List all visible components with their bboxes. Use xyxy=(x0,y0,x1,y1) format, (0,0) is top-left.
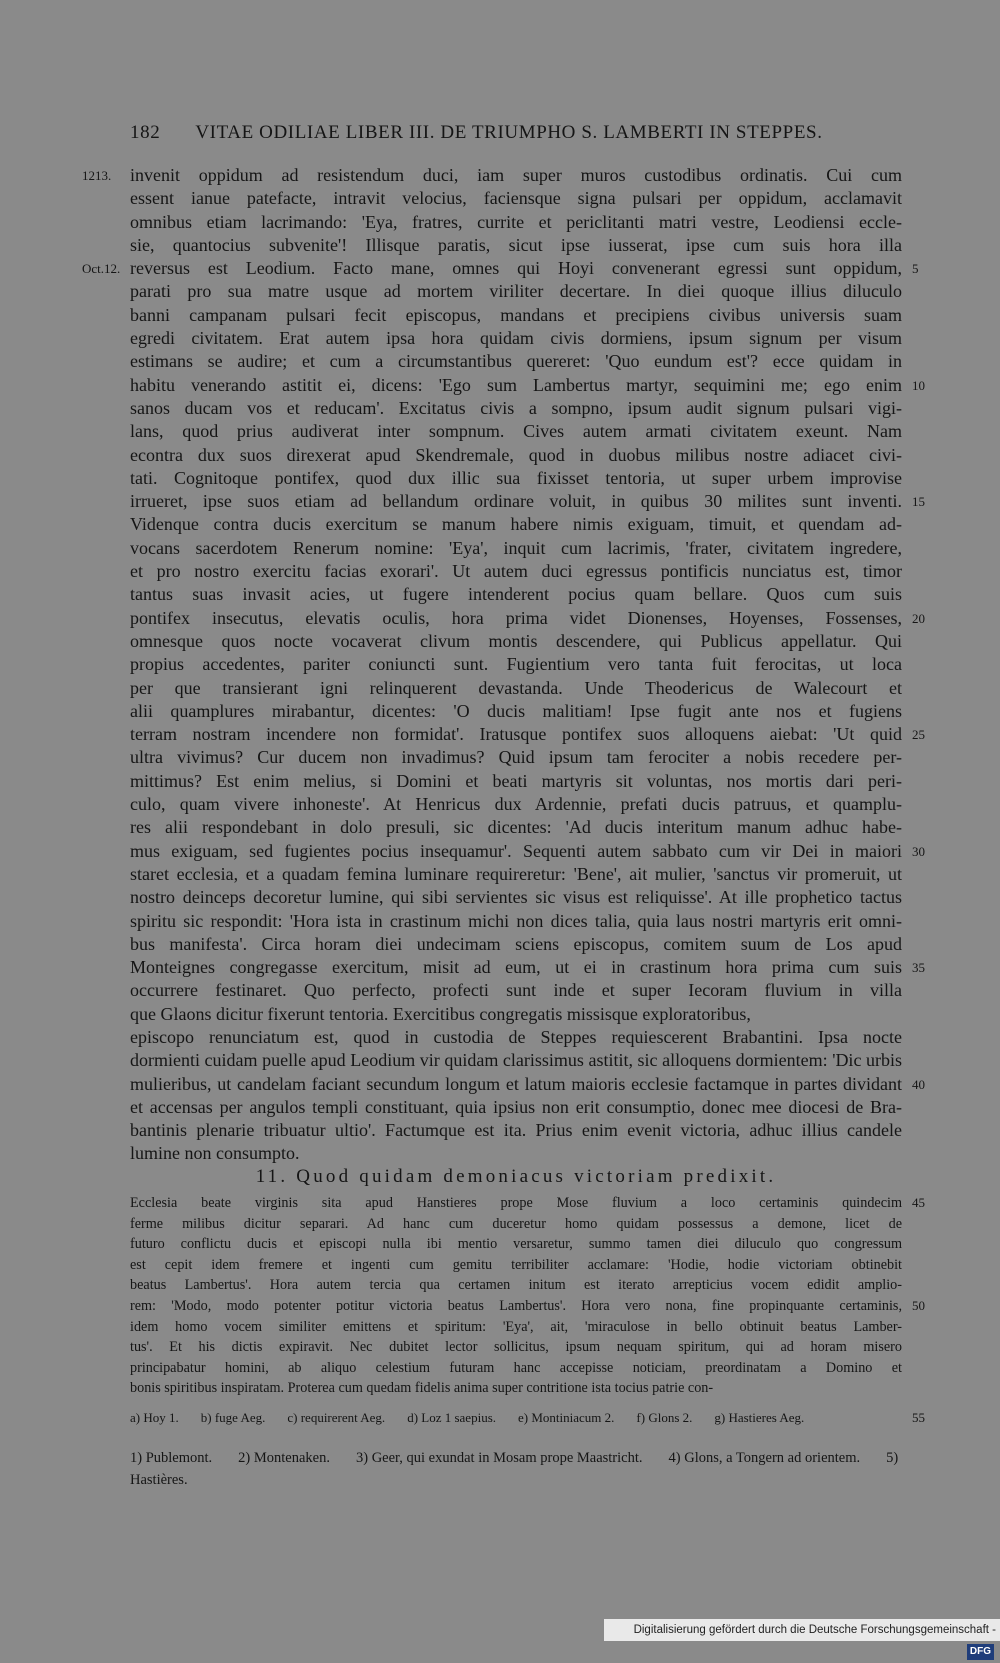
line-text: principabatur homini, ab aliquo celestium futuram hanc accepisse noticiam, preordinatam a Domino et xyxy=(130,1359,902,1376)
page-number: 182 xyxy=(130,122,161,143)
text-line xyxy=(0,723,1000,746)
line-number: 20 xyxy=(912,610,925,626)
text-line xyxy=(0,1096,1000,1119)
line-text: dormienti cuidam puelle apud Leodium vir quidam clarissimus astitit, sic alloquens dormientem: 'Dic urbis xyxy=(130,1050,902,1071)
text-line xyxy=(0,1142,1000,1165)
line-text: mulieribus, ut candelam faciant secundum longum et latum maioris ecclesie factamque in partes dividant xyxy=(130,1073,902,1094)
text-line xyxy=(0,1337,1000,1358)
text-line xyxy=(0,979,1000,1002)
text-line xyxy=(0,304,1000,327)
main-text xyxy=(0,164,1000,1166)
line-text: staret ecclesia, et a quadam femina luminare requireretur: 'Bene', ait mulier, 'sanctus vir promeruit, ut xyxy=(130,863,902,884)
running-title: VITAE ODILIAE LIBER III. DE TRIUMPHO S. LAMBERTI IN STEPPES. xyxy=(195,122,823,143)
line-text: tus'. Et his dictis expiravit. Nec dubitet lector sollicitus, ipsum nequam spiritum, qui ad horam misero xyxy=(130,1339,902,1356)
line-text: tati. Cognitoque pontifex, quod dux illic sua fixisset tentoria, ut super urbem improvise xyxy=(130,467,902,488)
dfg-logo: DFG xyxy=(967,1644,994,1660)
line-text: idem homo vocem similiter emittens et spiritum: 'Eya', ait, 'miraculose in bello obtinuit beatus Lamber- xyxy=(130,1318,902,1335)
text-line xyxy=(0,746,1000,769)
line-text: estimans se audire; et cum a circumstantibus quereret: 'Quo eundum est'? ecce quidam in xyxy=(130,351,902,372)
banner-text: Digitalisierung gefördert durch die Deutsche Forschungsgemeinschaft - xyxy=(633,1624,996,1636)
line-text: tantus suas invasit acies, ut fugere intenderent pocius quam bellare. Quos cum suis xyxy=(130,584,902,605)
text-line xyxy=(0,1275,1000,1296)
line-text: pontifex insecutus, elevatis oculis, hora prima videt Dionenses, Hoyenses, Fossenses, xyxy=(130,607,902,628)
line-text: omnibus etiam lacrimando: 'Eya, fratres, currite et periclitanti matri vestre, Leodiensi eccle- xyxy=(130,211,902,232)
text-line xyxy=(0,513,1000,536)
line-text: nostro deinceps decoretur lumine, qui sibi servientes sic visus est reliquisse'. At ille prophetico tactus xyxy=(130,887,902,908)
footnote: 1) Publemont. xyxy=(130,1450,213,1466)
line-number: 45 xyxy=(912,1195,925,1210)
variant-note: g) Hastieres Aeg. xyxy=(714,1410,805,1425)
text-line xyxy=(0,630,1000,653)
line-text: et accensas per angulos templi constituant, quia ipsius non erit consumptio, donec mee diocesi de Bra- xyxy=(130,1096,902,1117)
line-number: 40 xyxy=(912,1076,925,1092)
text-line xyxy=(0,886,1000,909)
section-text xyxy=(0,1193,1000,1399)
text-line xyxy=(0,1378,1000,1399)
text-line xyxy=(0,1234,1000,1255)
dfg-banner[interactable] xyxy=(604,1619,1000,1657)
line-text: per que transierant igni relinquerent devastanda. Unde Theodericus de Walecourt et xyxy=(130,677,902,698)
line-text: Monteignes congregasse exercitum, misit ad eum, ut ei in crastinum hora prima cum suis xyxy=(130,957,902,978)
text-line xyxy=(0,187,1000,210)
text-line xyxy=(0,677,1000,700)
text-line xyxy=(0,816,1000,839)
line-text: Videnque contra ducis exercitum se manum habere nimis exiguam, timuit, et quendam ad- xyxy=(130,514,902,535)
footnotes xyxy=(130,1447,902,1491)
text-line xyxy=(0,607,1000,630)
running-head xyxy=(130,122,840,144)
line-number: 5 xyxy=(912,261,919,277)
line-text: omnesque quos nocte vocaverat clivum montis descendere, qui Publicus appellatur. Qui xyxy=(130,630,902,651)
text-line xyxy=(0,211,1000,234)
text-line xyxy=(0,444,1000,467)
text-line xyxy=(0,374,1000,397)
line-number: 30 xyxy=(912,843,925,859)
text-line xyxy=(0,537,1000,560)
text-line xyxy=(0,770,1000,793)
text-line xyxy=(0,280,1000,303)
variant-note: a) Hoy 1. xyxy=(130,1410,179,1425)
text-line xyxy=(0,1296,1000,1317)
line-text: ferme milibus dicitur separari. Ad hanc cum duceretur homo quidam possessus a demone, licet de xyxy=(130,1215,902,1232)
variant-note: e) Montiniacum 2. xyxy=(518,1410,615,1425)
text-line xyxy=(0,1073,1000,1096)
text-line xyxy=(0,1358,1000,1379)
text-line xyxy=(0,420,1000,443)
line-text: terram nostram incendere non formidat'. Iratusque pontifex suos alloquens aiebat: 'Ut quid xyxy=(130,724,902,745)
line-text: beatus Lambertus'. Hora autem tercia qua certamen initum est iterato arrepticius vocem edidit amplio- xyxy=(130,1277,902,1294)
text-line xyxy=(0,933,1000,956)
margin-note: Oct.12. xyxy=(82,261,121,277)
line-text: res alii respondebant in dolo presuli, sic dicentes: 'Ad ducis interitum manum adhuc habe- xyxy=(130,817,902,838)
section-title: 11. Quod quidam demoniacus victoriam predixit. xyxy=(255,1166,777,1187)
line-text: propius accedentes, pariter coniuncti sunt. Fugientium vero tanta fuit ferocitas, ut loca xyxy=(130,654,902,675)
line-text: reversus est Leodium. Facto mane, omnes qui Hoyi convenerant egressi sunt oppidum, xyxy=(130,258,902,279)
line-text: bus manifesta'. Circa horam diei undecimam sciens episcopus, comitem suum de Los apud xyxy=(130,933,902,954)
footnote: 4) Glons, a Tongern ad orientem. xyxy=(668,1450,861,1466)
line-text: bantinis plenarie tribuatur ultio'. Factumque est ita. Prius enim evenit victoria, adhuc illius candele xyxy=(130,1120,902,1141)
text-line xyxy=(0,1003,1000,1026)
line-text: econtra dux suos direxerat apud Skendremale, quod in duobus milibus nostre adiacet civi- xyxy=(130,444,902,465)
line-text: alii quamplures mirabantur, dicentes: 'O ducis malitiam! Ipse fugit ante nos et fugiens xyxy=(130,700,902,721)
variant-note: f) Glons 2. xyxy=(636,1410,693,1425)
text-line xyxy=(0,350,1000,373)
variant-note: c) requirerent Aeg. xyxy=(287,1410,386,1425)
line-text: essent ianue patefacte, intravit velocius, faciensque signa pulsari per oppidum, acclamavit xyxy=(130,188,902,209)
text-line xyxy=(0,583,1000,606)
line-text: que Glaons dicitur fixerunt tentoria. Exercitibus congregatis missisque exploratoribus, xyxy=(130,1003,751,1024)
line-text: invenit oppidum ad resistendum duci, iam super muros custodibus ordinatis. Cui cum xyxy=(130,165,902,185)
line-number: 15 xyxy=(912,494,925,510)
text-line xyxy=(0,1193,1000,1214)
text-line xyxy=(0,1255,1000,1276)
text-line xyxy=(0,700,1000,723)
line-text: et pro nostro exercitu facias exorari'. Ut autem duci egressus pontificis nunciatus est, timor xyxy=(130,561,902,582)
line-text: habitu venerando astitit ei, dicens: 'Ego sum Lambertus martyr, sequimini me; ego enim xyxy=(130,374,902,395)
text-line xyxy=(0,397,1000,420)
text-line xyxy=(0,840,1000,863)
line-text: lans, quod prius audiverat inter sompnum. Cives autem armati civitatem exeunt. Nam xyxy=(130,421,902,442)
text-line xyxy=(0,910,1000,933)
line-text: rem: 'Modo, modo potenter potitur victoria beatus Lambertus'. Hora vero nona, fine propinquante certaminis, xyxy=(130,1297,902,1314)
footnote: 2) Montenaken. xyxy=(238,1450,330,1466)
line-text: spiritu sic respondit: 'Hora ista in crastinum michi non dices talia, quia laus nostri martyris erit omni- xyxy=(130,910,902,931)
text-line xyxy=(0,1214,1000,1235)
line-text: vocans sacerdotem Renerum nomine: 'Eya', inquit cum lacrimis, 'frater, civitatem ingredere, xyxy=(130,537,902,558)
line-text: egredi civitatem. Erat autem ipsa hora quidam civis dormiens, ipsum signum per visum xyxy=(130,328,902,349)
line-text: ultra vivimus? Cur ducem non invadimus? Quid ipsum tam ferociter a nobis recedere per- xyxy=(130,747,902,768)
text-line xyxy=(0,863,1000,886)
line-number: 25 xyxy=(912,727,925,743)
line-text: irrueret, ipse suos etiam ad bellandum ordinare voluit, in quibus 30 milites sunt inventi. xyxy=(130,491,902,512)
variant-notes xyxy=(130,1410,925,1426)
line-text: bonis spiritibus inspiratam. Proterea cum quedam fidelis anima super contritione ista tocius patrie con- xyxy=(130,1380,714,1397)
footnote: 5) Hastières. xyxy=(130,1450,899,1488)
line-text: futuro conflictu ducis et episcopi nulla ibi mentio versaretur, summo tamen diei diluculo quo congressum xyxy=(130,1236,902,1253)
line-text: parati pro sua matre usque ad mortem viriliter decertare. In diei quoque illius diluculo xyxy=(130,281,902,302)
margin-note: 1213. xyxy=(82,168,112,183)
text-line xyxy=(0,164,1000,187)
variant-note: d) Loz 1 saepius. xyxy=(407,1410,496,1425)
text-line xyxy=(0,490,1000,513)
text-line xyxy=(0,467,1000,490)
line-number: 35 xyxy=(912,960,925,976)
line-text: mittimus? Est enim melius, si Domini et beati martyris sit voluntas, nos mortis dari peri- xyxy=(130,770,902,791)
line-text: occurrere festinaret. Quo perfecto, profecti sunt inde et super Iecoram fluvium in villa xyxy=(130,980,902,1001)
line-number: 50 xyxy=(912,1297,925,1313)
text-line xyxy=(0,1026,1000,1049)
text-line xyxy=(0,956,1000,979)
line-text: banni campanam pulsari fecit episcopus, mandans et precipiens civibus universis suam xyxy=(130,304,902,325)
line-text: lumine non consumpto. xyxy=(130,1143,300,1164)
text-line xyxy=(0,560,1000,583)
line-text: mus exiguam, sed fugientes pocius insequamur'. Sequenti autem sabbato cum vir Dei in maiori xyxy=(130,840,902,861)
line-text: est cepit idem fremere et ingenti cum gemitu terribiliter acclamare: 'Hodie, hodie victoriam obtinebit xyxy=(130,1256,902,1273)
line-text: episcopo renunciatum est, quod in custodia de Steppes requiescerent Brabantini. Ipsa nocte xyxy=(130,1026,902,1047)
text-line xyxy=(0,793,1000,816)
text-line xyxy=(0,1317,1000,1338)
text-line xyxy=(0,327,1000,350)
line-text: sie, quantocius subvenite'! Illisque paratis, sicut ipse iusserat, ipse cum suis hora illa xyxy=(130,234,902,255)
text-line xyxy=(0,257,1000,280)
footnote: 3) Geer, qui exundat in Mosam prope Maastricht. xyxy=(355,1450,643,1466)
text-line xyxy=(0,1119,1000,1142)
text-line xyxy=(0,653,1000,676)
line-number: 55 xyxy=(912,1410,925,1425)
text-line xyxy=(0,234,1000,257)
line-number: 10 xyxy=(912,377,925,393)
line-text: Ecclesia beate virginis sita apud Hanstieres prope Mose fluvium a loco certaminis quindecim xyxy=(130,1195,902,1211)
line-text: sanos ducam vos et reducam'. Excitatus civis a sompno, ipsum audit signum pulsari vigi- xyxy=(130,397,902,418)
variant-note: b) fuge Aeg. xyxy=(200,1410,266,1425)
line-text: culo, quam vivere inhoneste'. At Henricus dux Ardennie, prefati ducis patruus, et quamplu- xyxy=(130,794,902,815)
text-line xyxy=(0,1049,1000,1072)
